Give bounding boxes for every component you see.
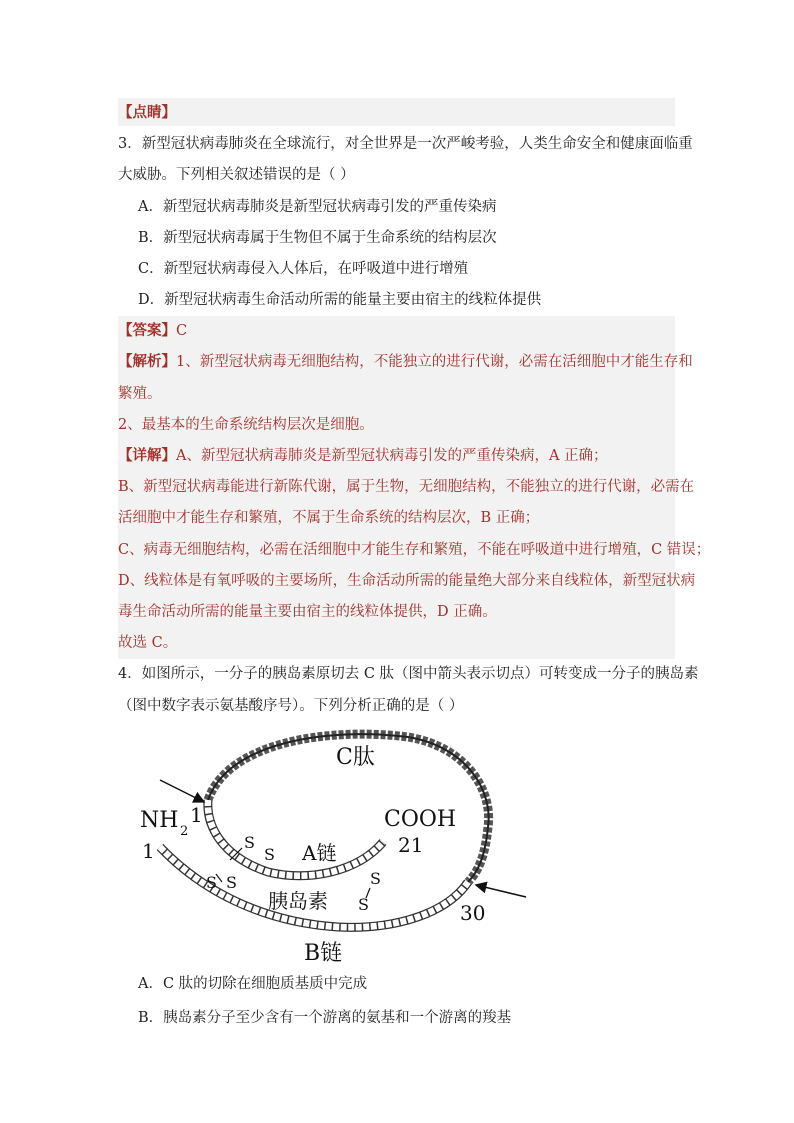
analysis-text-1: 1、新型冠状病毒无细胞结构，不能独立的进行代谢，必需在活细胞中才能生存和	[176, 354, 693, 370]
label-21: 21	[398, 833, 424, 857]
label-b-chain: B链	[304, 941, 343, 966]
a-chain-beads	[208, 800, 383, 876]
insulin-diagram	[138, 722, 538, 967]
label-s-r2: S	[358, 895, 369, 914]
analysis-tag: 【解析】	[118, 353, 176, 370]
cut-arrow-right	[476, 885, 526, 897]
label-s-b1: S	[206, 873, 217, 892]
detail-tag: 【详解】	[118, 447, 176, 464]
q4-stem-line2: （图中数字表示氨基酸序号）。下列分析正确的是（ ）	[118, 698, 464, 714]
q3-analysis-line2: 繁殖。	[118, 386, 162, 402]
label-s-a2: S	[264, 845, 275, 864]
label-s-r1: S	[370, 869, 381, 888]
q4-stem-line1: 4．如图所示，一分子的胰岛素原切去 C 肽（图中箭头表示切点）可转变成一分子的胰岛素	[118, 666, 699, 682]
label-cooh: COOH	[384, 807, 457, 832]
label-b-start: 1	[142, 839, 155, 863]
label-nh2-sub: 2	[180, 824, 189, 839]
q3-option-b: B．新型冠状病毒属于生物但不属于生命系统的结构层次	[138, 230, 497, 246]
label-nh2: NH	[140, 808, 179, 833]
q4-option-a: A．C 肽的切除在细胞质基质中完成	[138, 976, 368, 992]
q3-detail-line6: 毒生命活动所需的能量主要由宿主的线粒体提供，D 正确。	[118, 604, 497, 620]
q3-detail-line1	[118, 446, 678, 466]
section-tag-dianjing: 【点睛】	[118, 104, 176, 121]
q3-detail-line5: D、线粒体是有氧呼吸的主要场所，生命活动所需的能量绝大部分来自线粒体，新型冠状病	[118, 573, 696, 589]
q3-detail-line2: B、新型冠状病毒能进行新陈代谢，属于生物，无细胞结构，不能独立的进行代谢，必需在	[118, 479, 695, 495]
label-s-a1: S	[244, 833, 255, 852]
q4-option-b: B．胰岛素分子至少含有一个游离的氨基和一个游离的羧基	[138, 1010, 512, 1026]
label-insulin: 胰岛素	[268, 889, 328, 913]
q3-analysis-line3: 2、最基本的生命系统结构层次是细胞。	[118, 417, 374, 433]
q3-answer	[118, 321, 678, 341]
answer-value: C	[176, 323, 188, 339]
cut-arrow-left	[160, 780, 204, 802]
label-a-start: 1	[190, 803, 203, 827]
label-c-peptide: C肽	[336, 745, 375, 770]
detail-text-1: A、新型冠状病毒肺炎是新型冠状病毒引发的严重传染病，A 正确；	[176, 448, 608, 464]
q3-option-a: A．新型冠状病毒肺炎是新型冠状病毒引发的严重传染病	[138, 199, 497, 215]
label-30: 30	[460, 901, 486, 925]
q3-detail-line4: C、病毒无细胞结构，必需在活细胞中才能生存和繁殖，不能在呼吸道中进行增殖，C 错误；	[118, 542, 711, 558]
q3-stem-line1: 3．新型冠状病毒肺炎在全球流行，对全世界是一次严峻考验，人类生命安全和健康面临重	[118, 136, 693, 152]
q3-option-c: C．新型冠状病毒侵入人体后，在呼吸道中进行增殖	[138, 261, 469, 277]
label-s-b2: S	[226, 873, 237, 892]
label-a-chain: A链	[302, 841, 337, 865]
answer-tag: 【答案】	[118, 322, 176, 339]
q3-detail-line3: 活细胞中才能生存和繁殖，不属于生命系统的结构层次，B 正确；	[118, 510, 540, 526]
insulin-figure	[138, 722, 538, 967]
q3-conclusion: 故选 C。	[118, 635, 178, 651]
q3-stem-line2: 大威胁。下列相关叙述错误的是（ ）	[118, 167, 355, 183]
q3-analysis-line1	[118, 352, 693, 372]
q3-option-d: D．新型冠状病毒生命活动所需的能量主要由宿主的线粒体提供	[138, 292, 542, 308]
